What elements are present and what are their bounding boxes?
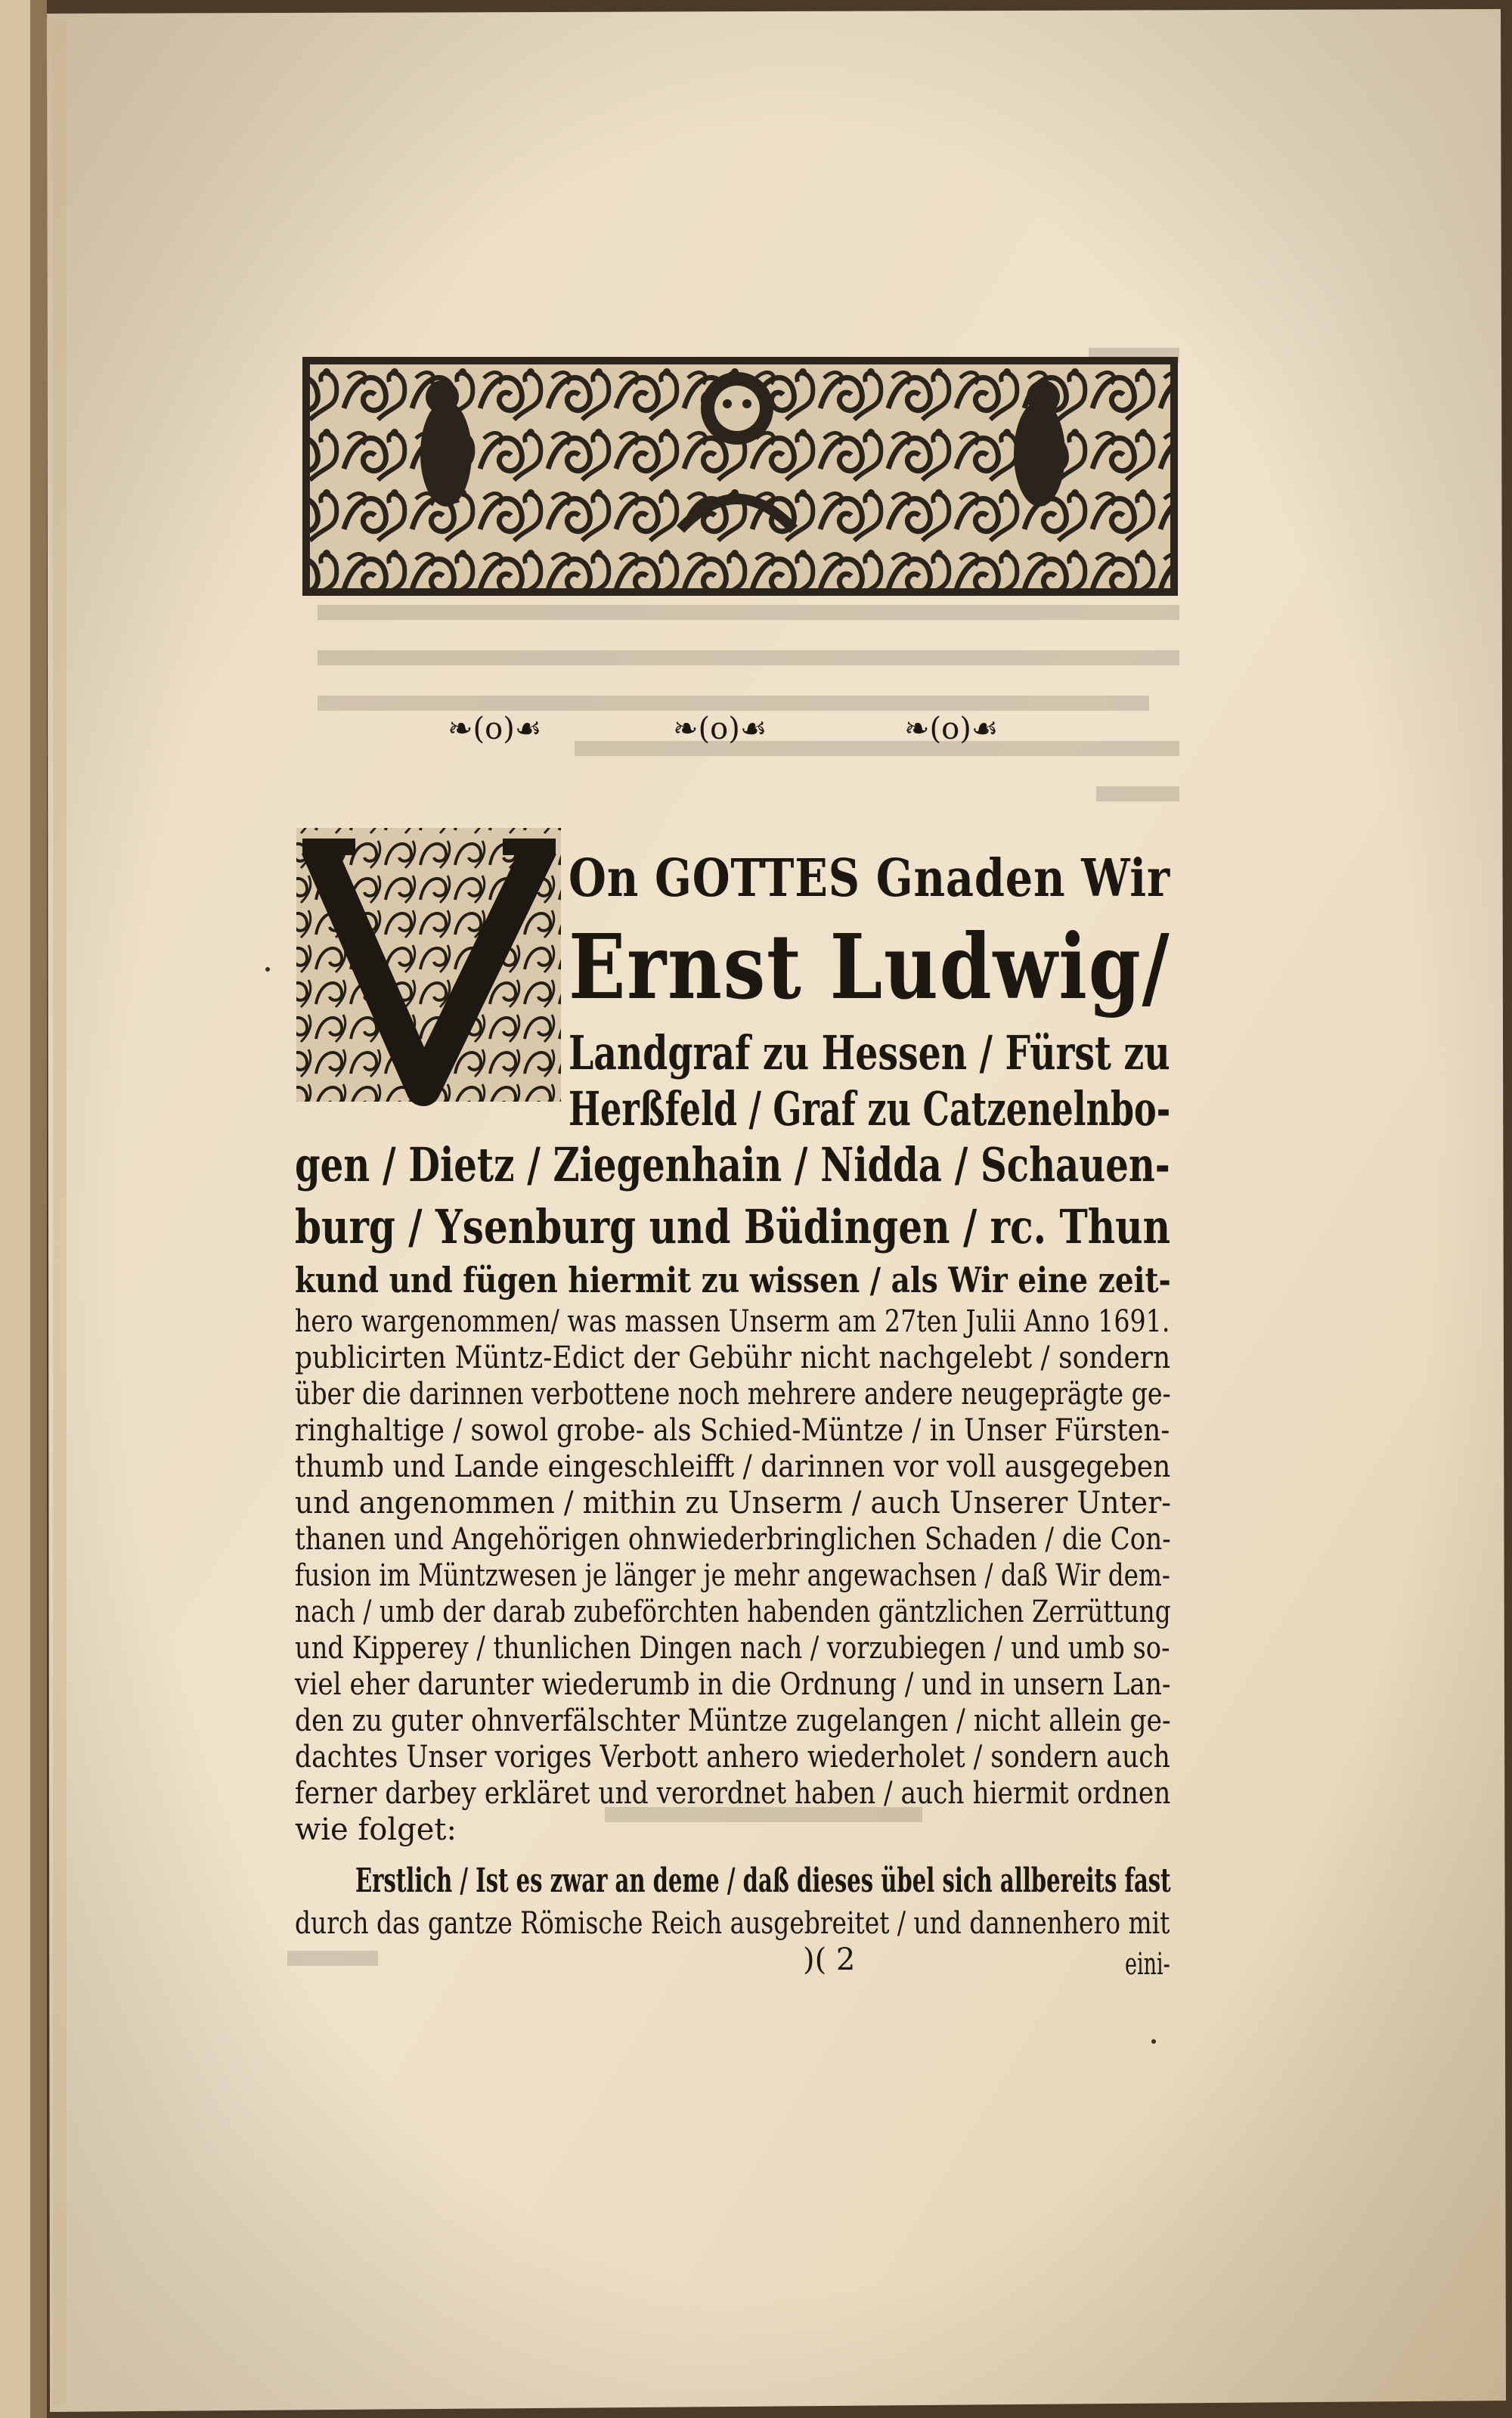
text-line-4: Herßfeld / Graf zu Catzenelnbo- bbox=[569, 1081, 1171, 1136]
text-line-23: Erstlich / Ist es zwar an deme / daß dieses übel sich allbereits fast bbox=[355, 1862, 1171, 1900]
headpiece-ornament bbox=[302, 357, 1178, 596]
text-line-13: und angenommen / mithin zu Unserm / auch Unserer Unter- bbox=[295, 1486, 1171, 1521]
dropcap-ornament bbox=[296, 828, 561, 1102]
text-line-10: über die darinnen verbottene noch mehrere andere neugeprägte ge- bbox=[295, 1377, 1171, 1412]
text-line-24: durch das gantze Römische Reich ausgebreitet / und dannenhero mit bbox=[295, 1906, 1170, 1941]
text-line-6: burg / Ysenburg und Büdingen / rc. Thun bbox=[295, 1199, 1171, 1254]
text-line-16: nach / umb der darab zubeförchten habenden gäntzlichen Zerrüttung bbox=[295, 1595, 1171, 1629]
text-line-21: ferner darbey erkläret und verordnet haben / auch hiermit ordnen bbox=[295, 1776, 1171, 1811]
text-line-9: publicirten Müntz-Edict der Gebühr nicht nachgelebt / sondern bbox=[295, 1341, 1171, 1375]
text-line-20: dachtes Unser voriges Verbott anhero wiederholet / sondern auch bbox=[295, 1740, 1170, 1775]
ornament-mark-1: ❧(o)☙ bbox=[448, 711, 542, 746]
text-line-19: den zu guter ohnverfälschter Müntze zugelangen / nicht allein ge- bbox=[295, 1703, 1171, 1738]
text-line-5: gen / Dietz / Ziegenhain / Nidda / Schauen- bbox=[295, 1137, 1170, 1192]
catchword: eini- bbox=[1125, 1947, 1170, 1982]
text-line-11: ringhaltige / sowol grobe- als Schied-Müntze / in Unser Fürsten- bbox=[295, 1413, 1170, 1448]
text-line-17: und Kipperey / thunlichen Dingen nach / vorzubiegen / und umb so- bbox=[295, 1631, 1170, 1666]
ornament-mark-3: ❧(o)☙ bbox=[904, 711, 999, 746]
text-line-18: viel eher darunter wiederumb in die Ordnung / und in unsern Lan- bbox=[295, 1667, 1171, 1702]
ornament-mark-2: ❧(o)☙ bbox=[673, 711, 767, 746]
signature-mark: )( 2 bbox=[803, 1942, 856, 1977]
text-line-3: Landgraf zu Hessen / Fürst zu bbox=[569, 1025, 1170, 1080]
text-line-14: thanen und Angehörigen ohnwiederbringlichen Schaden / die Con- bbox=[295, 1522, 1171, 1557]
text-line-1: On GOTTES Gnaden Wir bbox=[569, 848, 1171, 909]
text-line-12: thumb und Lande eingeschleifft / darinnen vor voll ausgegeben bbox=[295, 1449, 1171, 1484]
text-line-8: hero wargenommen/ was massen Unserm am 27ten Julii Anno 1691. bbox=[295, 1304, 1170, 1339]
text-line-22: wie folget: bbox=[295, 1812, 457, 1847]
dropcap-letter bbox=[355, 868, 356, 869]
text-line-2: Ernst Ludwig/ bbox=[569, 914, 1171, 1019]
text-line-15: fusion im Müntzwesen je länger je mehr angewachsen / daß Wir dem- bbox=[295, 1558, 1170, 1593]
text-line-7: kund und fügen hiermit zu wissen / als Wir eine zeit- bbox=[295, 1260, 1171, 1300]
